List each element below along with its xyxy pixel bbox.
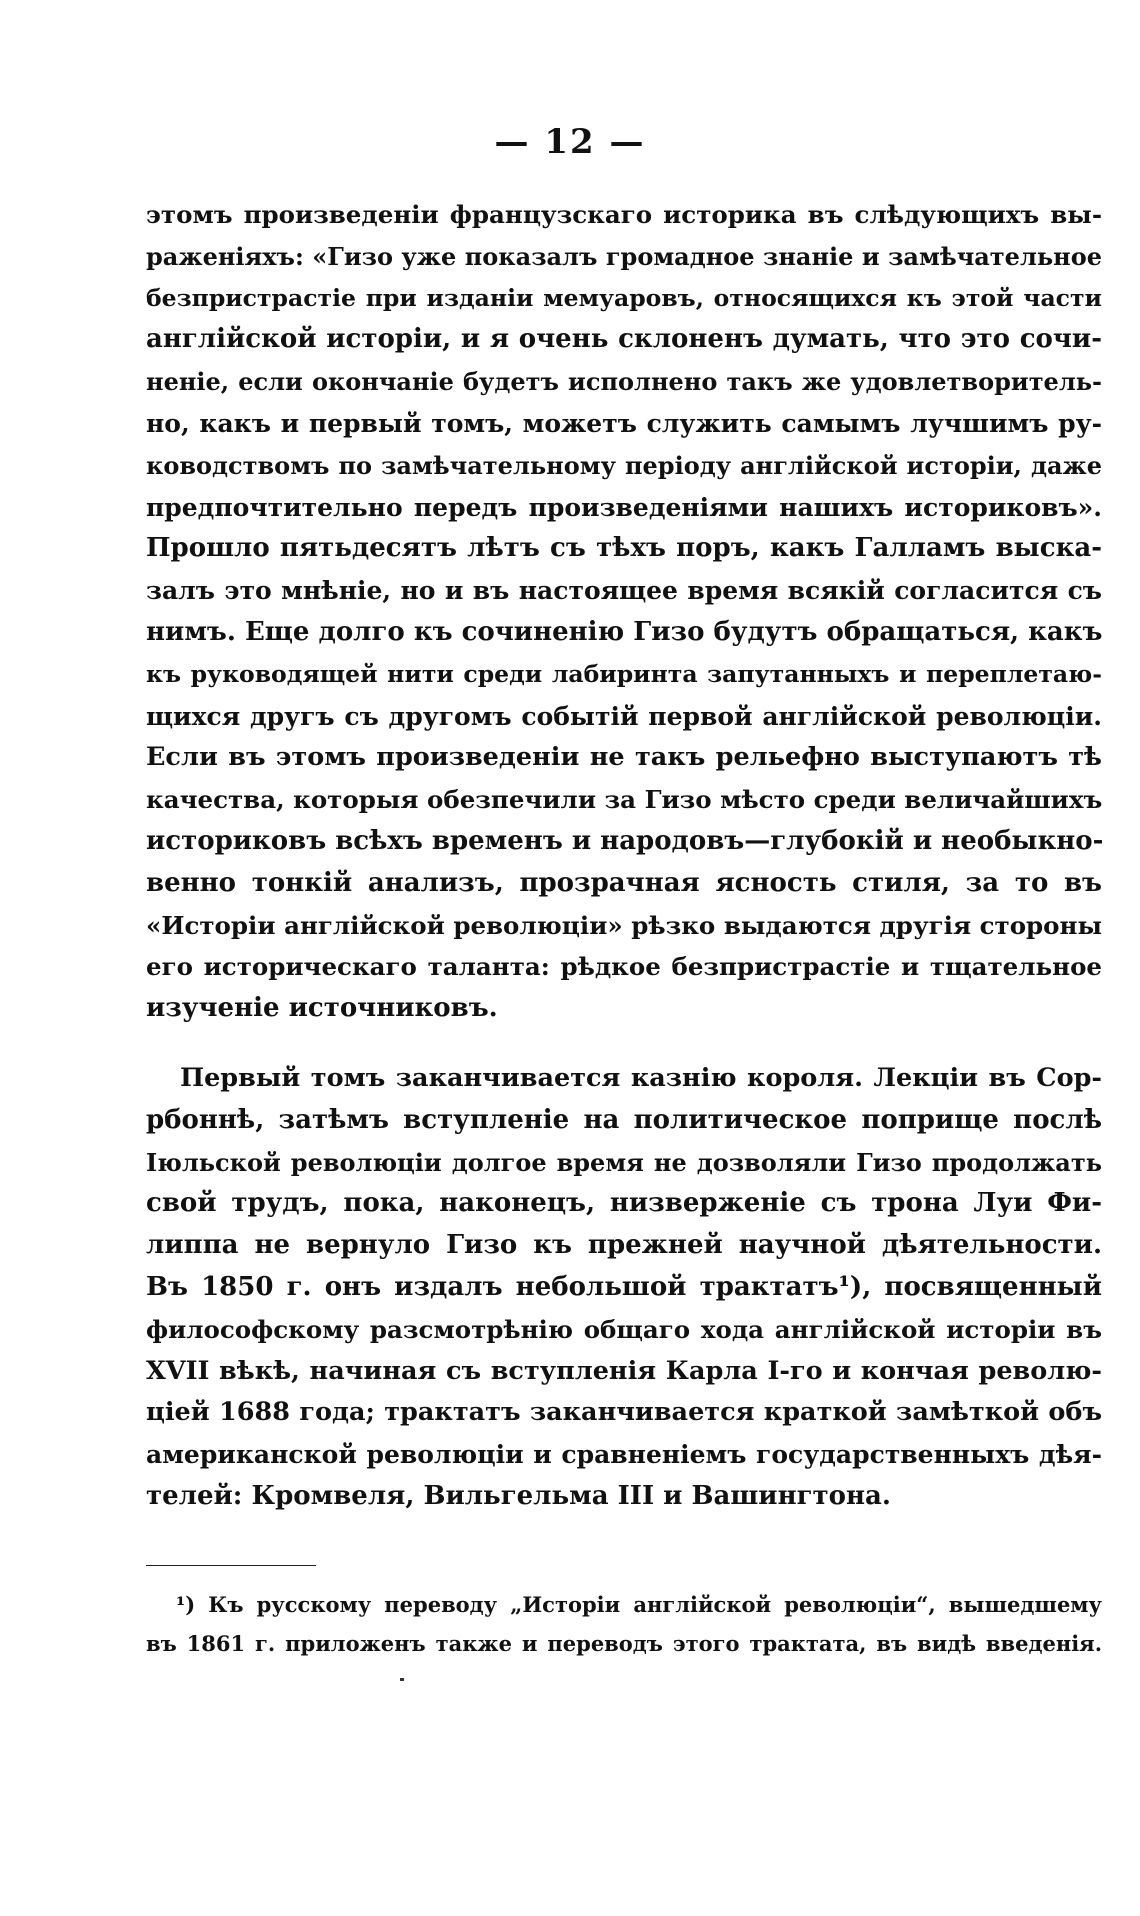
text-line: но, какъ и первый томъ, можетъ служить самымъ лучшимъ ру- bbox=[146, 408, 1102, 438]
text-line: американской революцiи и сравненiемъ государственныхъ дѣя- bbox=[146, 1440, 1102, 1470]
text-line: залъ это мнѣнiе, но и въ настоящее время всякiй согласится съ bbox=[146, 576, 1102, 606]
text-line: свой трудъ, пока, наконецъ, низверженiе съ трона Луи Фи- bbox=[146, 1188, 1102, 1219]
text-line: рбоннѣ, затѣмъ вступленiе на политическое поприще послѣ bbox=[146, 1104, 1102, 1135]
text-line: раженiяхъ: «Гизо уже показалъ громадное знанiе и замѣчательное bbox=[146, 241, 1102, 271]
text-line: щихся другъ съ другомъ событiй первой англiйской революцiи. bbox=[146, 701, 1102, 731]
text-line: липпа не вернуло Гизо къ прежней научной дѣятельности. bbox=[146, 1230, 1102, 1261]
footnote bbox=[146, 1585, 1102, 1663]
text-line: къ руководящей нити среди лабиринта запутанныхъ и переплетаю- bbox=[146, 659, 1102, 688]
text-line: телей: Кромвеля, Вильгельма III и Вашингтона. bbox=[146, 1480, 891, 1511]
text-line: Первый томъ заканчивается казнiю короля. Лекцiи въ Сор- bbox=[180, 1062, 1102, 1093]
footnote-line: въ 1861 г. приложенъ также и переводъ этого трактата, въ видѣ введенiя. bbox=[146, 1631, 1102, 1656]
text-line: Въ 1850 г. онъ издалъ небольшой трактатъ¹), посвященный bbox=[146, 1271, 1102, 1302]
text-line: его историческаго таланта: рѣдкое безпристрастiе и тщательное bbox=[146, 952, 1102, 982]
text-line: нимъ. Еще долго къ сочиненiю Гизо будутъ обращаться, какъ bbox=[146, 616, 1103, 647]
text-line: изученiе источниковъ. bbox=[146, 993, 498, 1024]
text-line: качества, которыя обезпечили за Гизо мѣсто среди величайшихъ bbox=[146, 785, 1103, 815]
footnote-divider bbox=[146, 1565, 316, 1566]
paragraph-gap bbox=[146, 1030, 1102, 1058]
text-line: историковъ всѣхъ временъ и народовъ—глубокiй и необыкно- bbox=[146, 825, 1104, 856]
text-line: философскому разсмотрѣнiю общаго хода англiйской исторiи въ bbox=[146, 1314, 1102, 1344]
page-number: — 12 — bbox=[494, 122, 646, 162]
text-line: цiей 1688 года; трактатъ заканчивается краткой замѣткой объ bbox=[146, 1397, 1102, 1428]
paragraph-1 bbox=[146, 194, 1102, 1030]
text-line: «Исторiи англiйской революцiи» рѣзко выдаются другiя стороны bbox=[146, 910, 1102, 940]
text-line: англiйской исторiи, и я очень склоненъ думать, что это сочи- bbox=[146, 324, 1102, 355]
text-line: этомъ произведенiи французскаго историка въ слѣдующихъ вы- bbox=[146, 200, 1102, 229]
text-line: венно тонкiй анализъ, прозрачная ясность стиля, за то въ bbox=[146, 867, 1102, 898]
text-line: Прошло пятьдесятъ лѣтъ съ тѣхъ поръ, какъ Галламъ выска- bbox=[146, 533, 1102, 564]
ink-speck bbox=[400, 1678, 404, 1681]
text-line: XVII вѣкѣ, начиная съ вступленiя Карла I-го и кончая револю- bbox=[146, 1355, 1102, 1386]
text-line: ководствомъ по замѣчательному перiоду англiйской исторiи, даже bbox=[146, 450, 1102, 480]
text-line: Если въ этомъ произведенiи не такъ рельефно выступаютъ тѣ bbox=[146, 742, 1102, 773]
body-text bbox=[146, 194, 1102, 1518]
text-line: предпочтительно передъ произведенiями нашихъ историковъ». bbox=[146, 492, 1102, 522]
text-line: безпристрастiе при изданiи мемуаровъ, относящихся къ этой части bbox=[146, 283, 1102, 312]
footnote-line: ¹) Къ русскому переводу „Исторiи англiйской революцiи“, вышедшему bbox=[176, 1592, 1102, 1617]
paragraph-2 bbox=[146, 1058, 1102, 1518]
text-line: ненiе, если окончанiе будетъ исполнено такъ же удовлетворитель- bbox=[146, 367, 1102, 397]
text-line: Iюльской революцiи долгое время не дозволяли Гизо продолжать bbox=[146, 1147, 1102, 1177]
